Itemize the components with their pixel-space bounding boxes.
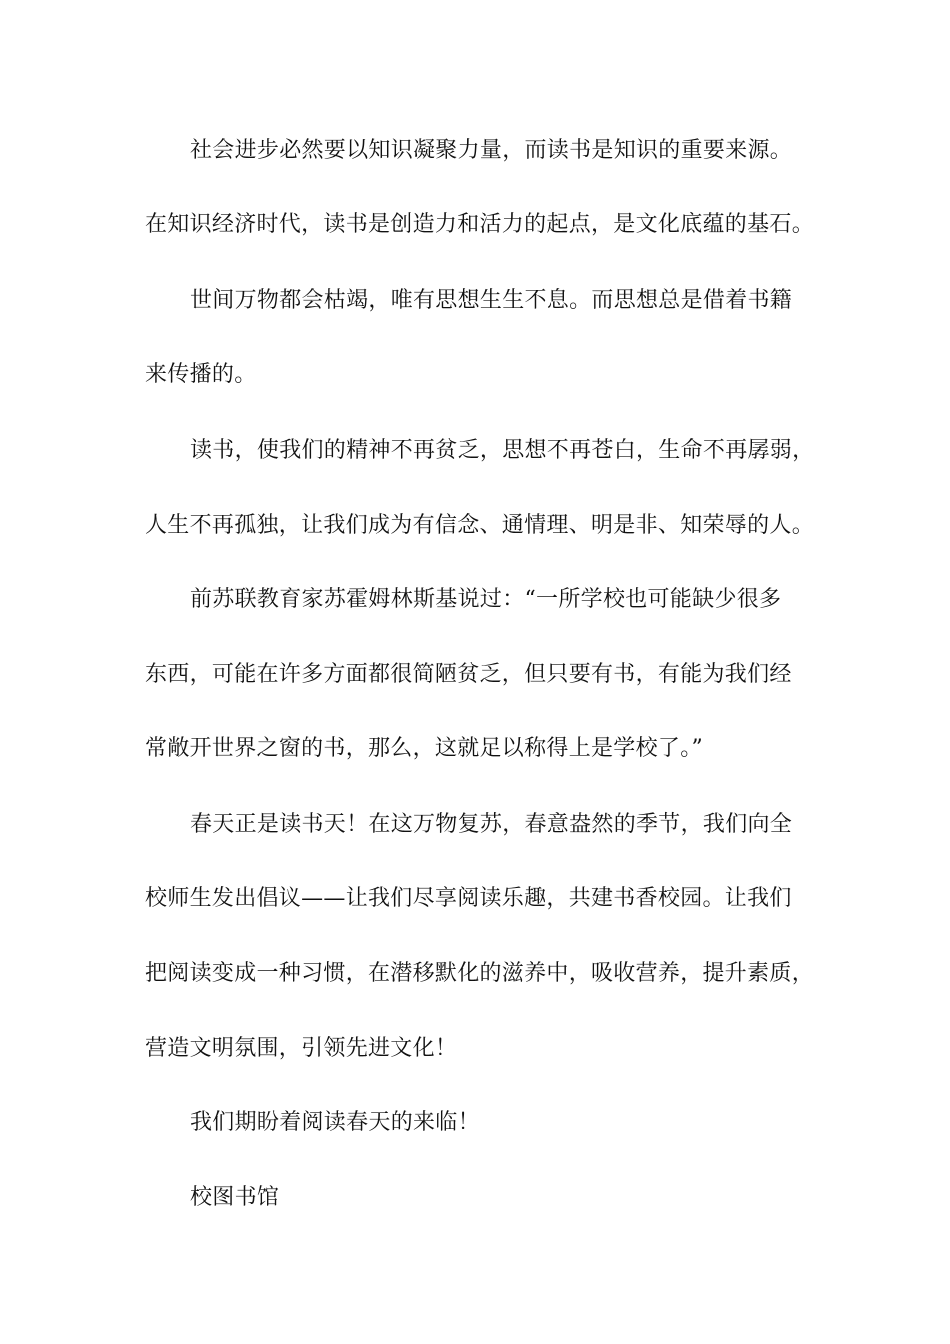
paragraph-2-line-2: 来传播的。 [145,362,257,387]
paragraph-1-line-2: 在知识经济时代，读书是创造力和活力的起点，是文化底蕴的基石。 [145,212,815,237]
paragraph-3-line-2: 人生不再孤独，让我们成为有信念、通情理、明是非、知荣辱的人。 [145,513,815,538]
paragraph-3-line-1: 读书，使我们的精神不再贫乏，思想不再苍白，生命不再孱弱， [190,438,815,463]
signature-line: 校图书馆 [190,1185,280,1210]
paragraph-4-line-1: 前苏联教育家苏霍姆林斯基说过：“一所学校也可能缺少很多 [190,587,782,612]
closing-line: 我们期盼着阅读春天的来临！ [190,1110,480,1135]
paragraph-5-line-4: 营造文明氛围，引领先进文化！ [145,1036,458,1061]
paragraph-1-line-1: 社会进步必然要以知识凝聚力量，而读书是知识的重要来源。 [190,138,793,163]
paragraph-5-line-1: 春天正是读书天！在这万物复苏，春意盎然的季节，我们向全 [190,812,793,837]
paragraph-4-line-3: 常敞开世界之窗的书，那么，这就足以称得上是学校了。” [145,736,704,761]
paragraph-5-line-2: 校师生发出倡议——让我们尽享阅读乐趣，共建书香校园。让我们 [145,886,792,911]
paragraph-4-line-2: 东西，可能在许多方面都很简陋贫乏，但只要有书，有能为我们经 [145,662,792,687]
paragraph-2-line-1: 世间万物都会枯竭，唯有思想生生不息。而思想总是借着书籍 [190,288,793,313]
paragraph-5-line-3: 把阅读变成一种习惯，在潜移默化的滋养中，吸收营养，提升素质， [145,961,815,986]
